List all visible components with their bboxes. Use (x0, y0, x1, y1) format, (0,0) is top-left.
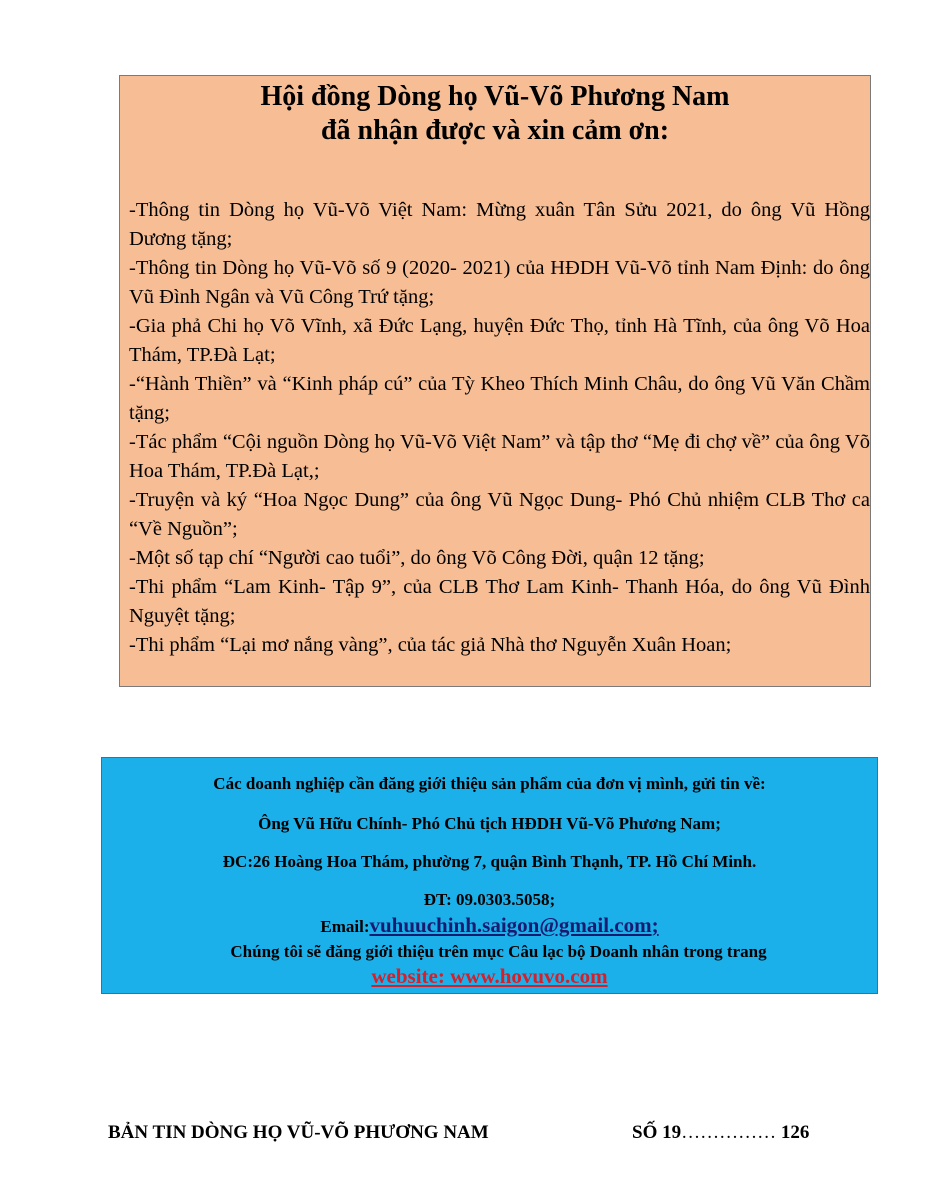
footer-issue-page (632, 1122, 809, 1144)
thanks-item: -Một số tạp chí “Người cao tuổi”, do ông Võ Công Đời, quận 12 tặng; (129, 547, 705, 569)
contact-email-row (102, 913, 877, 938)
thanks-item: -Thi phẩm “Lam Kinh- Tập 9”, của CLB Thơ Lam Kinh- Thanh Hóa, do ông Vũ Đình Nguyệt tặng; (129, 576, 870, 627)
email-link[interactable]: vuhuuchinh.saigon@gmail.com (369, 913, 652, 937)
email-label: Email: (320, 917, 370, 936)
contact-intro: Các doanh nghiệp cần đăng giới thiệu sản phẩm của đơn vị mình, gửi tin về: (213, 774, 766, 793)
thanks-box (119, 75, 871, 687)
contact-box (101, 757, 878, 994)
thanks-item: -Thông tin Dòng họ Vũ-Võ Việt Nam: Mừng xuân Tân Sửu 2021, do ông Vũ Hồng Dương tặng; (129, 199, 870, 250)
contact-note: Chúng tôi sẽ đăng giới thiệu trên mục Câu lạc bộ Doanh nhân trong trang (230, 942, 767, 961)
website-link[interactable]: website: www.hovuvo.com (371, 964, 608, 988)
footer-issue: SỐ 19 (632, 1122, 682, 1143)
thanks-item: -Gia phả Chi họ Võ Vĩnh, xã Đức Lạng, huyện Đức Thọ, tỉnh Hà Tĩnh, của ông Võ Hoa Thám, TP.Đà Lạt; (129, 315, 870, 366)
contact-address: ĐC:26 Hoàng Hoa Thám, phường 7, quận Bình Thạnh, TP. Hồ Chí Minh. (222, 852, 757, 871)
thanks-item: -Tác phẩm “Cội nguồn Dòng họ Vũ-Võ Việt Nam” và tập thơ “Mẹ đi chợ về” của ông Võ Hoa Thám, TP.Đà Lạt,; (129, 431, 870, 482)
contact-phone: ĐT: 09.0303.5058; (423, 890, 556, 909)
footer-dots: …………… (681, 1122, 777, 1143)
contact-person: Ông Vũ Hữu Chính- Phó Chủ tịch HĐDH Vũ-Võ Phương Nam; (258, 814, 721, 833)
thanks-title-line2: đã nhận được và xin cảm ơn: (320, 115, 670, 146)
thanks-item: -“Hành Thiền” và “Kinh pháp cú” của Tỳ Kheo Thích Minh Châu, do ông Vũ Văn Chầm tặng; (129, 373, 870, 424)
footer-page-number: 126 (780, 1122, 810, 1143)
email-suffix: ; (651, 913, 659, 937)
thanks-item: -Truyện và ký “Hoa Ngọc Dung” của ông Vũ Ngọc Dung- Phó Chủ nhiệm CLB Thơ ca “Về Nguồn”; (129, 489, 870, 540)
thanks-item: -Thông tin Dòng họ Vũ-Võ số 9 (2020- 2021) của HĐDH Vũ-Võ tỉnh Nam Định: do ông Vũ Đình Ngân và Vũ Công Trứ tặng; (129, 257, 870, 308)
thanks-item: -Thi phẩm “Lại mơ nắng vàng”, của tác giả Nhà thơ Nguyễn Xuân Hoan; (129, 634, 732, 656)
thanks-title-line1: Hội đồng Dòng họ Vũ-Võ Phương Nam (260, 81, 730, 112)
footer-publication: BẢN TIN DÒNG HỌ VŨ-VÕ PHƯƠNG NAM (108, 1122, 489, 1143)
website-row (102, 964, 877, 989)
thanks-list (129, 196, 870, 660)
